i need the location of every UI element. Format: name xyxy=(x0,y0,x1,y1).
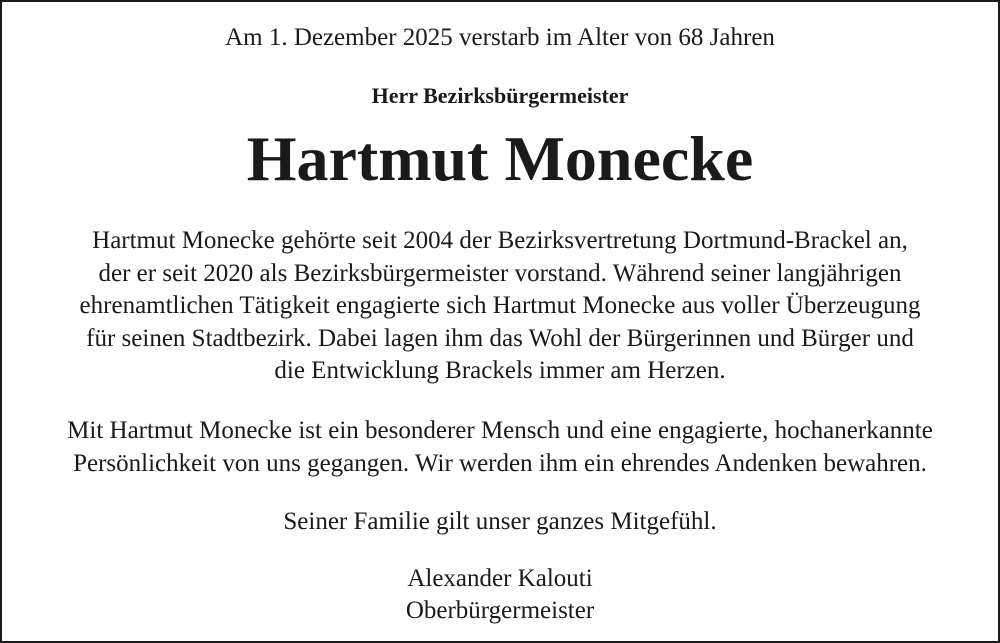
signatory-name: Alexander Kalouti xyxy=(407,565,593,592)
tribute-line: Hartmut Monecke gehörte seit 2004 der Bezirksvertretung Dortmund-Brackel an, xyxy=(92,227,908,254)
tribute-line: der er seit 2020 als Bezirksbürgermeister vorstand. Während seiner langjährigen xyxy=(98,259,902,287)
farewell-paragraph xyxy=(2,415,998,480)
farewell-line: Persönlichkeit von uns gegangen. Wir werden ihm ein ehrendes Andenken bewahren. xyxy=(73,449,927,477)
tribute-paragraph xyxy=(2,225,998,388)
honorific-title: Herr Bezirksbürgermeister xyxy=(371,83,629,108)
tribute-line: für seinen Stadtbezirk. Dabei lagen ihm das Wohl der Bürgerinnen und Bürger und xyxy=(86,324,914,352)
tribute-line: ehrenamtlichen Tätigkeit engagierte sich Hartmut Monecke aus voller Überzeugung xyxy=(79,292,921,319)
signatory-role: Oberbürgermeister xyxy=(405,597,595,624)
deceased-name: Hartmut Monecke xyxy=(246,123,754,194)
farewell-line: Mit Hartmut Monecke ist ein besonderer Mensch und eine engagierte, hochanerkannte xyxy=(67,417,933,444)
tribute-line: die Entwicklung Brackels immer am Herzen. xyxy=(274,357,726,384)
signature-block xyxy=(2,563,998,627)
intro-line: Am 1. Dezember 2025 verstarb im Alter von 68 Jahren xyxy=(225,24,775,51)
condolence-line: Seiner Familie gilt unser ganzes Mitgefühl. xyxy=(283,508,717,535)
